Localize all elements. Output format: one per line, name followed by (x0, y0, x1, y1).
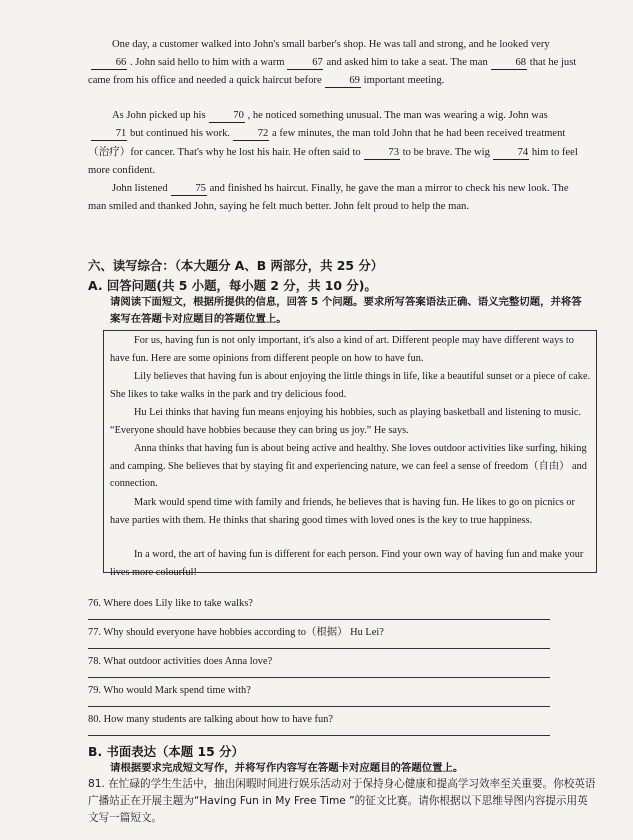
blank-74[interactable]: 74 (493, 147, 529, 160)
story-paragraph-3: John listened 75 and finished hs haircut. Finally, he gave the man a mirror to check his new look. The man smiled and thanked John, saying he felt much better. John felt proud to help the man. (88, 183, 569, 212)
answer-line-78[interactable] (88, 677, 550, 678)
question-76: 76. Where does Lily like to take walks? (88, 598, 253, 609)
question-81: 81. 在忙碌的学生生活中，抽出闲暇时间进行娱乐活动对于保持身心健康和提高学习效率至关重要。你校英语广播站正在开展主题为“Having Fun in My Free Time ”的征文比赛。请你根据以下思维导图内容提示用英文写一篇短文。 (88, 778, 596, 824)
blank-68[interactable]: 68 (491, 57, 527, 70)
story-paragraph-2: As John picked up his 70 , he noticed something unusual. The man was wearing a wig. John was71 but continued his work. 72 a few minutes, the man told John that he had been received treatment （治疗）for cancer. That's why he lost his hair. He often said to 73 to be brave. The wig 74 him to feel more confident. (88, 110, 578, 176)
answer-line-77[interactable] (88, 648, 550, 649)
blank-75[interactable]: 75 (171, 183, 207, 196)
passage-paragraph-3: Hu Lei thinks that having fun means enjoying his hobbies, such as playing basketball and listening to music. “Everyone should have hobbies because they can bring us joy.” He says. (110, 407, 581, 436)
part-b-instructions: 请根据要求完成短文写作，并将写作内容写在答题卡对应题目的答题位置上。 (110, 762, 464, 774)
part-b-title: B. 书面表达（本题 15 分） (88, 744, 244, 759)
passage-paragraph-5: Mark would spend time with family and friends, he believes that is having fun. He likes to go on picnics or have parties with them. He thinks that sharing good times with loved ones is the key to true happiness. (110, 497, 575, 526)
blank-73[interactable]: 73 (364, 147, 400, 160)
question-79: 79. Who would Mark spend time with? (88, 685, 251, 696)
answer-line-79[interactable] (88, 706, 550, 707)
passage-paragraph-1: For us, having fun is not only important, it's also a kind of art. Different people may have different ways to have fun. Here are some opinions from different people on how to have fun. (110, 335, 574, 364)
question-78: 78. What outdoor activities does Anna love? (88, 656, 273, 667)
section-six-title: 六、读写综合：（本大题分 A、B 两部分，共 25 分） (88, 258, 384, 273)
part-a-instructions: 请阅读下面短文，根据所提供的信息，回答 5 个问题。要求所写答案语法正确、语义完整切题，并将答案写在答题卡对应题目的答题位置上。 (110, 296, 582, 325)
blank-72[interactable]: 72 (233, 128, 269, 141)
passage-paragraph-2: Lily believes that having fun is about enjoying the little things in life, like a beautiful sunset or a piece of cake. She likes to take walks in the park and try delicious food. (110, 371, 591, 400)
answer-line-80[interactable] (88, 735, 550, 736)
blank-71[interactable]: 71 (91, 128, 127, 141)
part-a-title: A. 回答问题(共 5 小题，每小题 2 分，共 10 分)。 (88, 278, 377, 293)
passage-paragraph-6: In a word, the art of having fun is different for each person. Find your own way of having fun and make your lives more colourful! (110, 549, 584, 578)
question-80: 80. How many students are talking about how to have fun? (88, 714, 333, 725)
blank-69[interactable]: 69 (325, 75, 361, 88)
question-77: 77. Why should everyone have hobbies according to（根据） Hu Lei? (88, 627, 384, 638)
story-paragraph-1: One day, a customer walked into John's small barber's shop. He was tall and strong, and he looked very66 . John said hello to him with a warm 67 and asked him to take a seat. The man 68 that he just came from his office and needed a quick haircut before 69 important meeting. (88, 39, 577, 86)
blank-70[interactable]: 70 (209, 110, 245, 123)
answer-line-76[interactable] (88, 619, 550, 620)
passage-paragraph-4: Anna thinks that having fun is about being active and healthy. She loves outdoor activities like surfing, hiking and camping. She believes that by staying fit and experiencing nature, we can feel a sense of freedom（自由） and connection. (110, 443, 587, 490)
blank-67[interactable]: 67 (287, 57, 323, 70)
blank-66[interactable]: 66 (91, 57, 127, 70)
